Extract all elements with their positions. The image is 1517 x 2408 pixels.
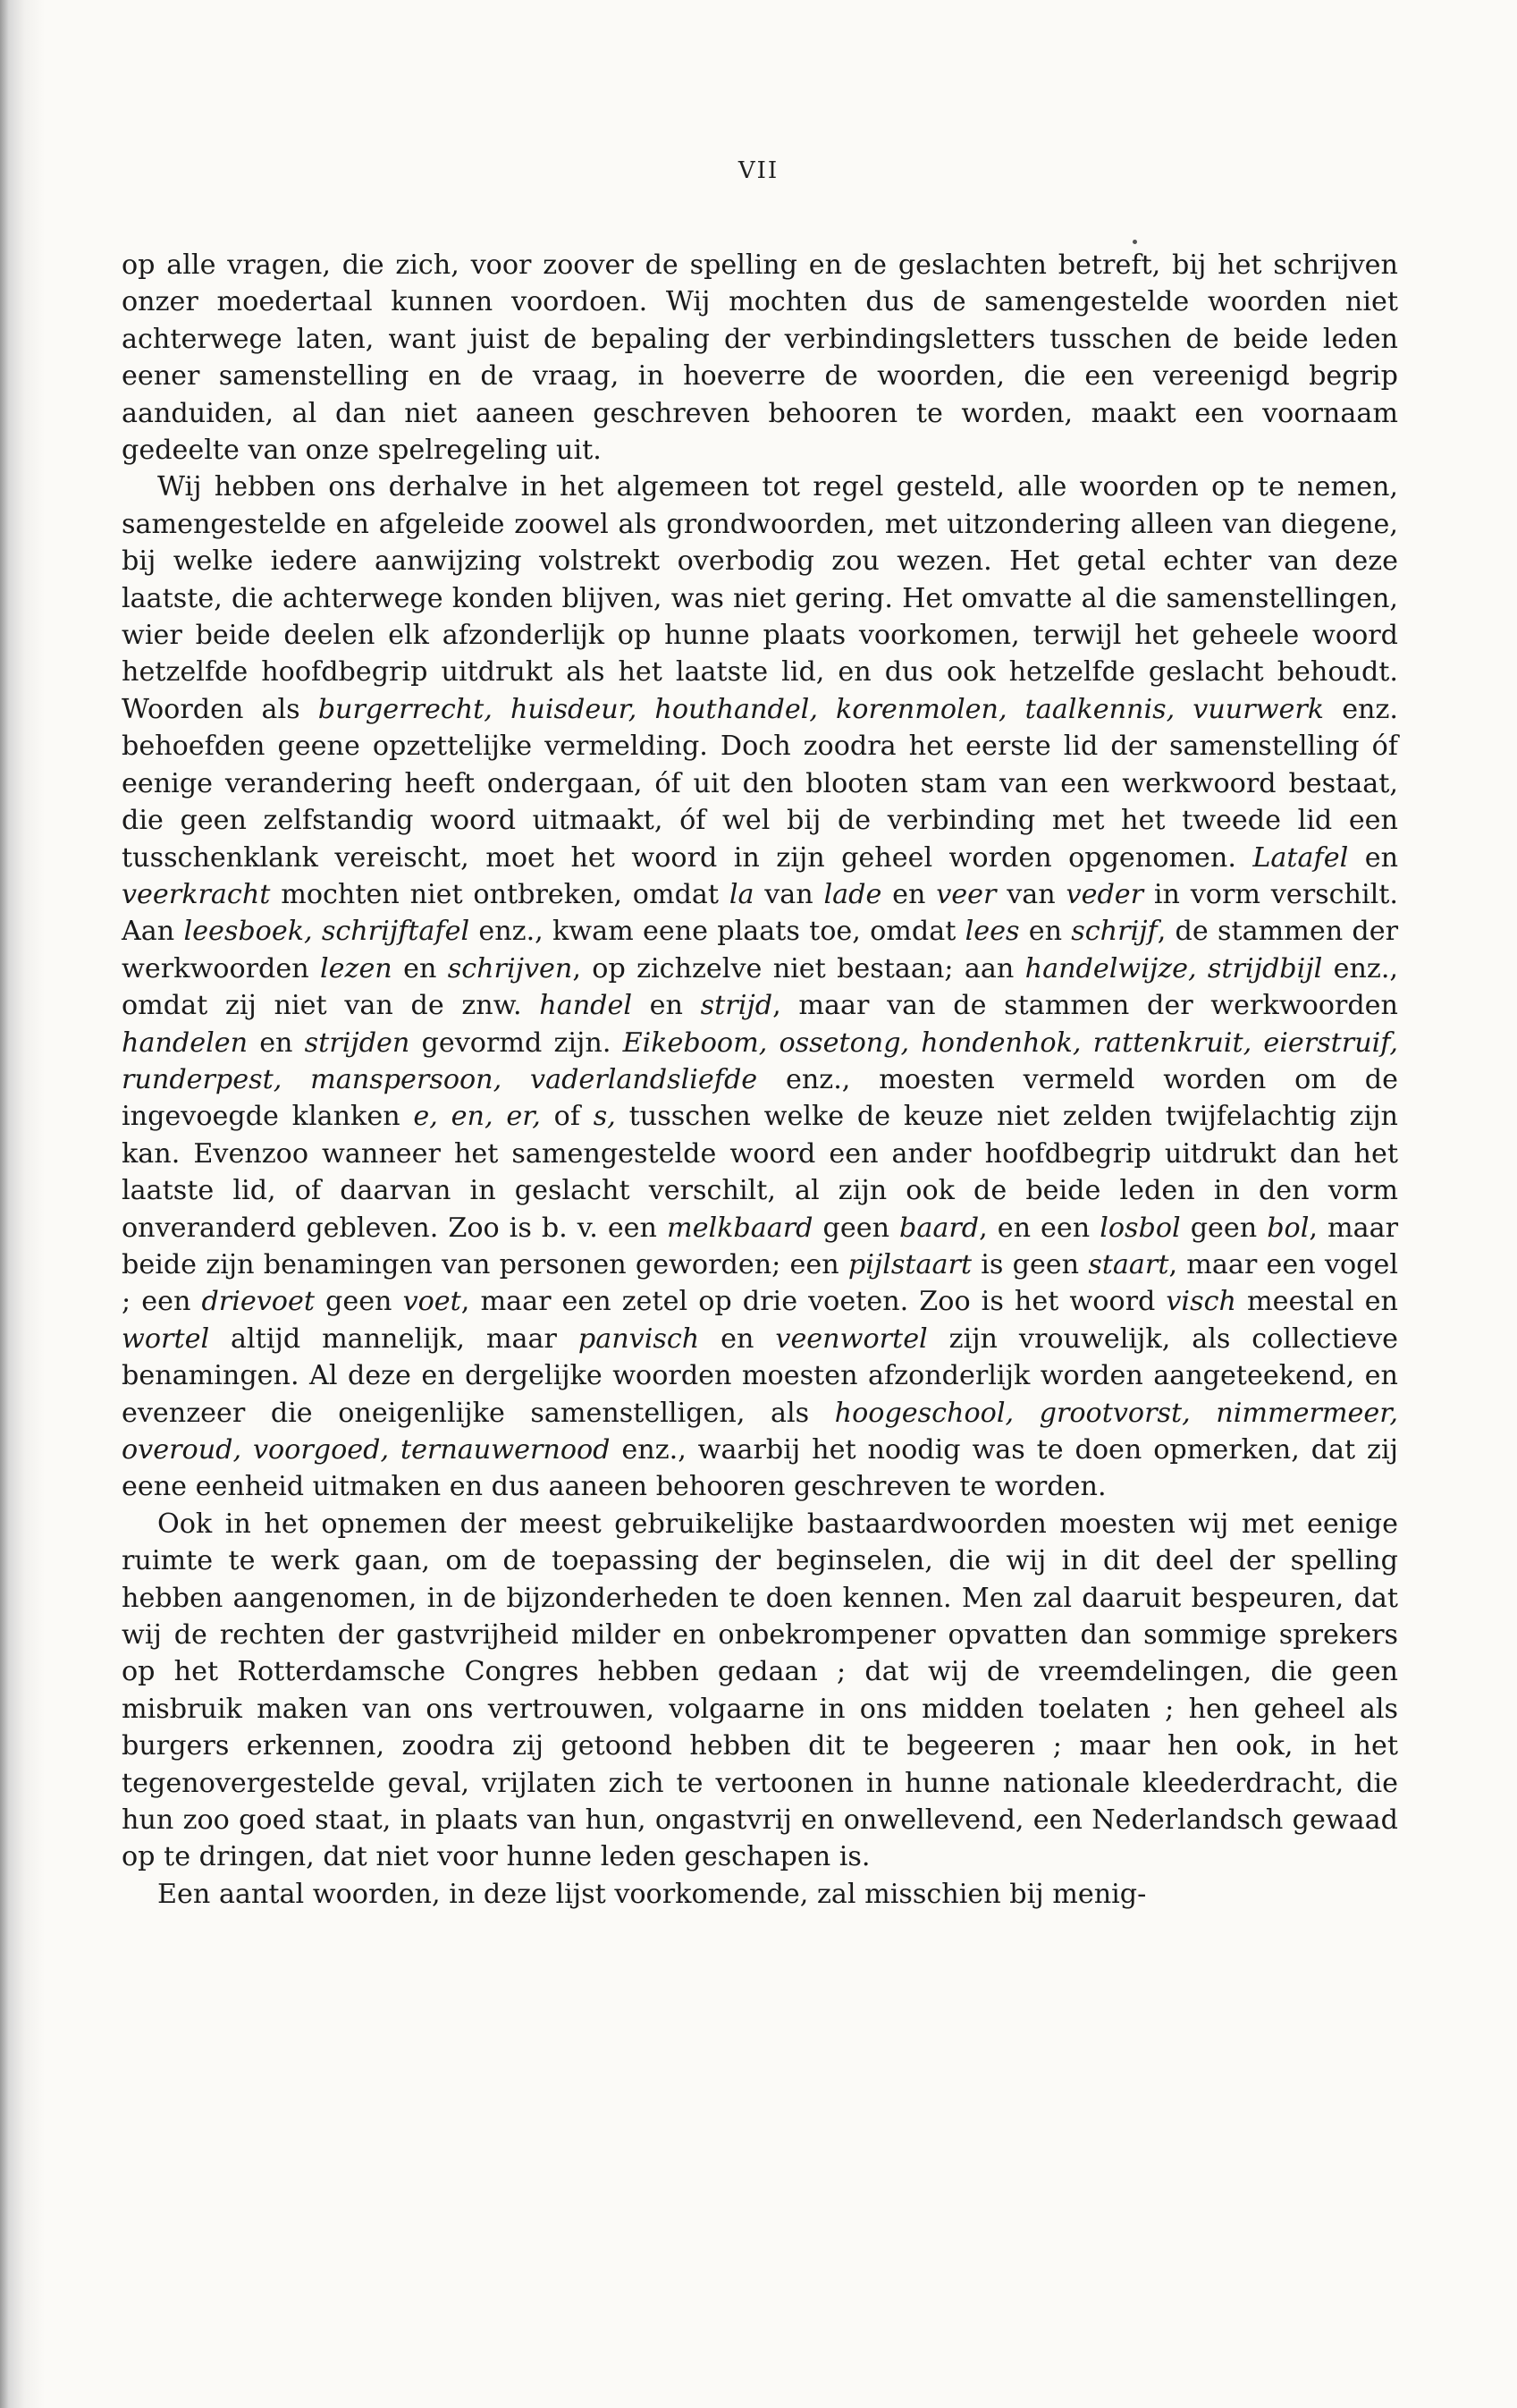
text-run: geen: [314, 1286, 403, 1318]
text-run: van: [754, 878, 824, 910]
italic-term: veerkracht: [122, 878, 271, 910]
italic-term: strijden: [304, 1027, 410, 1059]
text-run: en: [392, 952, 448, 984]
page-number: VII: [737, 157, 780, 184]
text-run: en: [699, 1322, 776, 1355]
italic-term: bol: [1267, 1212, 1310, 1244]
italic-term: handelwijze, strijdbijl: [1024, 952, 1323, 984]
italic-term: drievoet: [201, 1286, 315, 1318]
page-binding-shadow: [0, 0, 45, 2408]
italic-term: visch: [1166, 1286, 1236, 1318]
italic-term: lade: [823, 878, 882, 910]
print-speck: [1133, 240, 1137, 244]
text-run: altijd mannelijk, maar: [209, 1322, 578, 1355]
text-run: geen: [813, 1212, 900, 1244]
italic-term: veenwortel: [775, 1322, 928, 1355]
italic-term: pijlstaart: [847, 1248, 973, 1280]
italic-term: staart: [1088, 1248, 1169, 1280]
italic-term: schrijven: [447, 952, 573, 984]
italic-term: leesboek, schrijftafel: [183, 916, 470, 948]
italic-term: Latafel: [1252, 841, 1349, 874]
italic-term: burgerrecht, huisdeur, houthandel, korenmolen, taalkennis, vuurwerk: [317, 693, 1325, 725]
italic-term: baard: [899, 1212, 980, 1244]
italic-term: melkbaard: [667, 1212, 813, 1244]
text-run: is geen: [972, 1248, 1089, 1280]
paragraph-4: [122, 1876, 1398, 1913]
italic-term: handel: [539, 990, 632, 1022]
italic-term: e, en, er,: [413, 1101, 541, 1133]
italic-term: s,: [593, 1101, 616, 1133]
text-run: en: [881, 878, 937, 910]
text-run: , en een: [979, 1212, 1100, 1244]
text-run: enz., waarbij het noodig was te doen opmerken, dat zij eene eenheid uitmaken en dus aaneen behooren geschreven te worden.: [122, 1434, 1398, 1503]
text-run: in vorm verschilt. Aan: [122, 878, 1399, 948]
text-run: of: [540, 1101, 594, 1133]
italic-term: lezen: [320, 952, 392, 984]
text-run: , op zichzelve niet bestaan; aan: [572, 952, 1025, 984]
italic-term: hoogeschool, grootvorst, nimmermeer, overoud, voorgoed, ternauwernood: [122, 1397, 1398, 1466]
text-run: Ook in het opnemen der meest gebruikelijke bastaardwoorden moesten wij met eenige ruimte te werk gaan, om de toepassing der beginselen, die wij in dit deel der spelling hebben aangenomen, in de bijzonderheden te doen kennen. Men zal daaruit bespeuren, dat wij de rechten der gastvrijheid milder en onbekrompener opvatten dan sommige sprekers op het Rotterdamsche Congres hebben gedaan ; dat wij de vreemdelingen, die geen misbruik maken van ons vertrouwen, volgaarne in ons midden toelaten ; hen geheel als burgers erkennen, zoodra zij getoond hebben dit te begeeren ; maar hen ook, in het tegenovergestelde geval, vrijlaten zich te vertoonen in hunne nationale kleederdracht, die hun zoo goed staat, in plaats van hun, ongastvrij en onwellevend, een Nederlandsch gewaad op te dringen, dat niet voor hunne leden geschapen is.: [122, 1508, 1398, 1873]
text-run: Een aantal woorden, in deze lijst voorkomende, zal misschien bij menig-: [157, 1878, 1147, 1910]
italic-term: wortel: [122, 1322, 210, 1355]
text-run: , maar een zetel op drie voeten. Zoo is het woord: [460, 1286, 1167, 1318]
italic-term: veder: [1066, 878, 1144, 910]
text-run: , maar van de stammen der werkwoorden: [772, 990, 1398, 1022]
italic-term: veer: [936, 878, 997, 910]
text-run: enz., omdat zij niet van de znw.: [122, 952, 1399, 1022]
italic-term: strijd: [700, 990, 773, 1022]
text-run: mochten niet ontbreken, omdat: [270, 878, 729, 910]
page-body: [122, 247, 1398, 1913]
italic-term: panvisch: [577, 1322, 700, 1355]
text-run: enz., moesten vermeld worden om de ingevoegde klanken: [122, 1063, 1398, 1133]
paragraph-2: [122, 469, 1398, 1505]
text-run: en: [631, 990, 701, 1022]
text-run: van: [996, 878, 1066, 910]
text-run: zijn vrouwelijk, als collectieve benamingen. Al deze en dergelijke woorden moesten afzonderlijk worden aangeteekend, en evenzeer die oneigenlijke samenstelligen, als: [122, 1322, 1399, 1429]
text-run: meestal en: [1235, 1286, 1398, 1318]
text-run: tusschen welke de keuze niet zelden twijfelachtig zijn kan. Evenzoo wanneer het samengestelde woord een ander hoofdbegrip uitdrukt dan het laatste lid, of daarvan in geslacht verschilt, al zijn ook de beide leden in den vorm onveranderd gebleven. Zoo is b. v. een: [122, 1101, 1398, 1244]
italic-term: Eikeboom, ossetong, hondenhok, rattenkruit, eierstruif, runderpest, manspersoon, vaderlandsliefde: [122, 1027, 1398, 1095]
text-run: en: [1348, 841, 1399, 874]
text-run: , de stammen der werkwoorden: [122, 916, 1398, 984]
paragraph-3: [122, 1506, 1398, 1876]
text-run: enz., kwam eene plaats toe, omdat: [469, 916, 965, 948]
text-run: , maar een vogel ; een: [122, 1248, 1398, 1318]
italic-term: voet: [402, 1286, 461, 1318]
italic-term: losbol: [1100, 1212, 1181, 1244]
text-run: en: [1019, 916, 1072, 948]
text-run: op alle vragen, die zich, voor zoover de spelling en de geslachten betreft, bij het schrijven onzer moedertaal kunnen voordoen. Wij mochten dus de samengestelde woorden niet achterwege laten, want juist de bepaling der verbindingsletters tusschen de beide leden eener samenstelling en de vraag, in hoeverre de woorden, die een vereenigd begrip aanduiden, al dan niet aaneen geschreven behooren te worden, maakt een voornaam gedeelte van onze spelregeling uit.: [122, 249, 1398, 467]
italic-term: la: [729, 878, 754, 910]
italic-term: schrijf: [1071, 916, 1158, 948]
text-run: en: [248, 1027, 305, 1059]
italic-term: lees: [965, 916, 1020, 948]
text-run: , maar beide zijn benamingen van personen geworden; een: [122, 1212, 1399, 1280]
italic-term: handelen: [122, 1027, 249, 1059]
text-run: enz. behoefden geene opzettelijke vermelding. Doch zoodra het eerste lid der samenstelling óf eenige verandering heeft ondergaan, óf uit den blooten stam van een werkwoord bestaat, die geen zelfstandig woord uitmaakt, óf wel bij de verbinding met het tweede lid een tusschenklank vereischt, moet het woord in zijn geheel worden opgenomen.: [122, 693, 1398, 874]
paragraph-1: [122, 247, 1398, 469]
text-run: Wij hebben ons derhalve in het algemeen tot regel gesteld, alle woorden op te nemen, samengestelde en afgeleide zoowel als grondwoorden, met uitzondering alleen van diegene, bij welke iedere aanwijzing volstrekt overbodig zou wezen. Het getal echter van deze laatste, die achterwege konden blijven, was niet gering. Het omvatte al die samenstellingen, wier beide deelen elk afzonderlijk op hunne plaats voorkomen, terwijl het geheele woord hetzelfde hoofdbegrip uitdrukt als het laatste lid, en dus ook hetzelfde geslacht behoudt. Woorden als: [122, 471, 1398, 725]
text-run: gevormd zijn.: [409, 1027, 623, 1059]
text-run: geen: [1180, 1212, 1268, 1244]
